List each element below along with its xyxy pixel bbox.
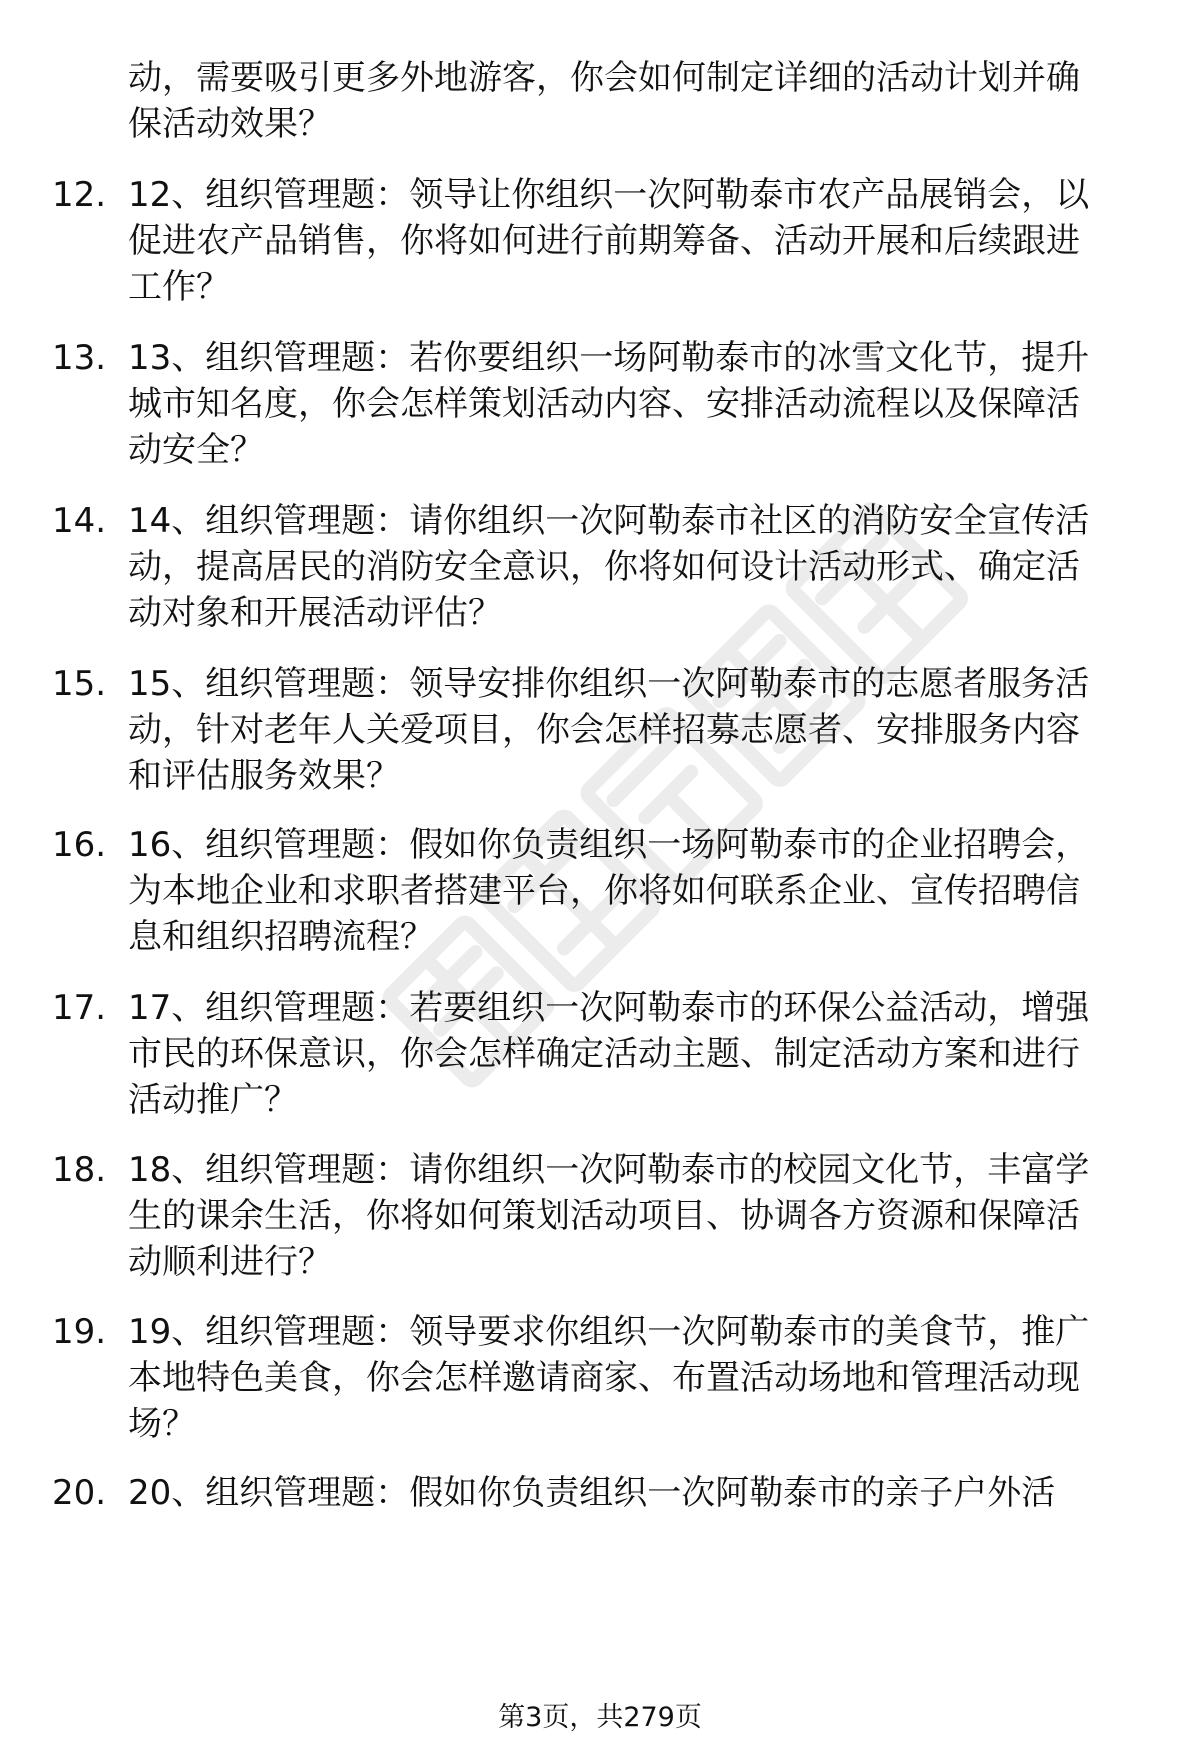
question-text (128, 335, 1158, 473)
question-line: 动，针对老年人关爱项目，你会怎样招募志愿者、安排服务内容 (128, 710, 1080, 750)
question-line: 16、组织管理题：假如你负责组织一场阿勒泰市的企业招聘会， (128, 825, 1090, 865)
question-line: 为本地企业和求职者搭建平台，你将如何联系企业、宣传招聘信 (128, 871, 1080, 911)
question-text (128, 1309, 1158, 1447)
question-line: 14、组织管理题：请你组织一次阿勒泰市社区的消防安全宣传活 (128, 501, 1090, 541)
question-line: 市民的环保意识，你会怎样确定活动主题、制定活动方案和进行 (128, 1034, 1080, 1074)
question-line: 15、组织管理题：领导安排你组织一次阿勒泰市的志愿者服务活 (128, 664, 1090, 704)
question-line: 城市知名度，你会怎样策划活动内容、安排活动流程以及保障活 (128, 384, 1080, 424)
question-text (128, 1470, 1158, 1516)
question-line: 动安全？ (128, 430, 264, 470)
question-line: 动对象和开展活动评估？ (128, 593, 502, 633)
item-number: 17. (52, 988, 107, 1028)
question-line: 18、组织管理题：请你组织一次阿勒泰市的校园文化节，丰富学 (128, 1150, 1090, 1190)
item-number: 13. (52, 338, 107, 378)
question-line: 17、组织管理题：若要组织一次阿勒泰市的环保公益活动，增强 (128, 988, 1090, 1028)
question-text (128, 822, 1158, 960)
question-line: 动，提高居民的消防安全意识，你将如何设计活动形式、确定活 (128, 547, 1080, 587)
item-number: 20. (52, 1473, 107, 1513)
question-line: 生的课余生活，你将如何策划活动项目、协调各方资源和保障活 (128, 1196, 1080, 1236)
question-text (128, 985, 1158, 1123)
question-text (128, 661, 1158, 799)
item-number: 14. (52, 501, 107, 541)
item-number: 18. (52, 1150, 107, 1190)
continuation-line: 保活动效果？ (128, 104, 332, 144)
question-line: 12、组织管理题：领导让你组织一次阿勒泰市农产品展销会，以 (128, 175, 1090, 215)
question-line: 本地特色美食，你会怎样邀请商家、布置活动场地和管理活动现 (128, 1358, 1080, 1398)
question-text (128, 498, 1158, 636)
continuation-line: 动，需要吸引更多外地游客，你会如何制定详细的活动计划并确 (128, 58, 1080, 98)
question-line: 20、组织管理题：假如你负责组织一次阿勒泰市的亲子户外活 (128, 1473, 1056, 1513)
question-line: 工作？ (128, 267, 230, 307)
watermark-text: 职场资料库 (645, 792, 695, 803)
question-line: 和评估服务效果？ (128, 756, 400, 796)
page-footer: 第3页，共279页 (498, 1702, 702, 1733)
item-number: 16. (52, 825, 107, 865)
item-number: 12. (52, 175, 107, 215)
question-line: 动顺利进行？ (128, 1242, 332, 1282)
question-line: 19、组织管理题：领导要求你组织一次阿勒泰市的美食节，推广 (128, 1312, 1090, 1352)
question-text (128, 172, 1158, 310)
item-number: 19. (52, 1312, 107, 1352)
question-line: 息和组织招聘流程？ (128, 917, 434, 957)
question-line: 促进农产品销售，你将如何进行前期筹备、活动开展和后续跟进 (128, 221, 1080, 261)
item-number: 15. (52, 664, 107, 704)
question-line: 13、组织管理题：若你要组织一场阿勒泰市的冰雪文化节，提升 (128, 338, 1090, 378)
question-line: 活动推广？ (128, 1080, 298, 1120)
question-text (128, 1147, 1158, 1285)
question-line: 场？ (128, 1404, 196, 1444)
